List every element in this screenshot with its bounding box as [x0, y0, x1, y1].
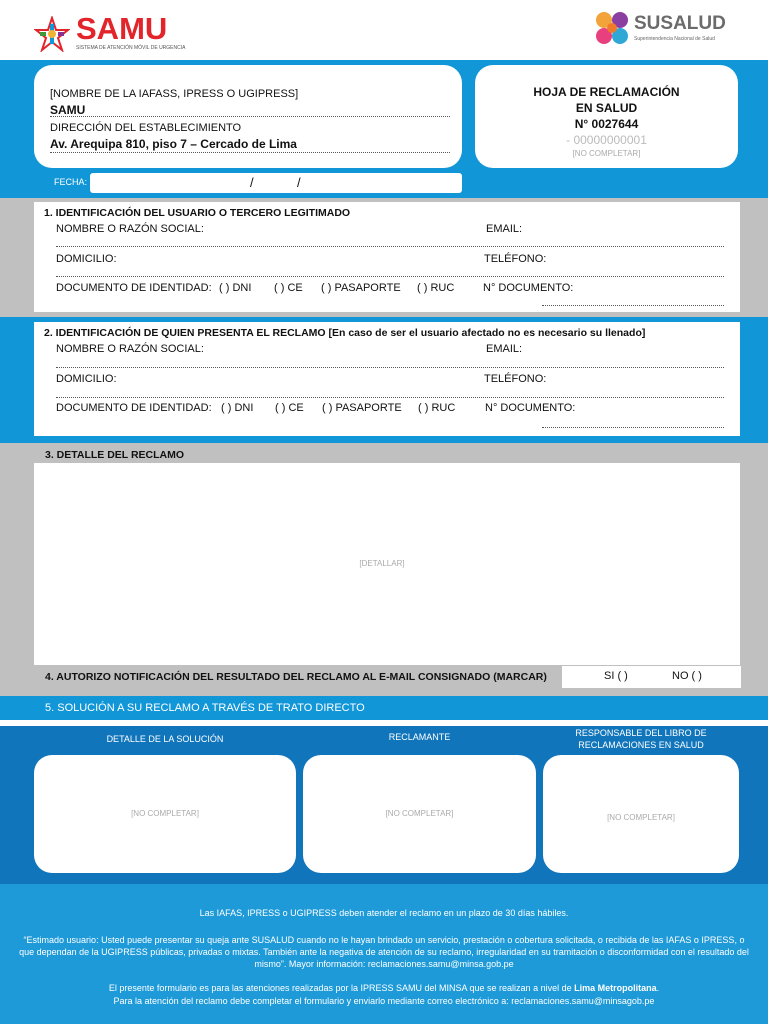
- s2-dni-checkbox[interactable]: ( ) DNI: [221, 402, 254, 414]
- s2-phone-label: TELÉFONO:: [484, 373, 547, 385]
- s2-name-field[interactable]: [56, 356, 724, 368]
- s2-doc-number-field[interactable]: [542, 416, 724, 428]
- samu-logo: [34, 11, 186, 54]
- email-consent-box: [562, 666, 741, 688]
- solution-detail-label: DETALLE DE LA SOLUCIÓN: [106, 734, 224, 744]
- footer-complaint-info: “Estimado usuario: Usted puede presentar su queja ante SUSALUD cuando no le hayan brindado un servicio, prestación o cobertura solicitada, o recibida de las IAFAS o IPRESS, o que dependan de la UGIPRESS públicas, privadas o mixtas. También ante la negativa de atención de su reclamo, irregularidad en su tramitación o disconformidad con el resultado del mismo”. Mayor información: reclamaciones.samu@minsa.gob.pe: [19, 935, 749, 969]
- establishment-name-field[interactable]: [50, 101, 450, 117]
- footer-scope-suffix: .: [656, 983, 660, 993]
- consent-no-checkbox[interactable]: NO ( ): [672, 670, 702, 682]
- s2-address-field[interactable]: [56, 386, 724, 398]
- section5-band: [0, 726, 768, 884]
- s2-pasaporte-checkbox[interactable]: ( ) PASAPORTE: [322, 402, 402, 414]
- complaint-detail-field[interactable]: [34, 463, 740, 665]
- s1-name-label: NOMBRE O RAZÓN SOCIAL:: [56, 223, 204, 235]
- establishment-address-field[interactable]: [50, 135, 450, 153]
- sheet-code-note: [NO COMPLETAR]: [572, 149, 641, 158]
- establishment-name-value: SAMU: [50, 103, 86, 117]
- sheet-title-line2: EN SALUD: [575, 101, 638, 115]
- solution-detail-field[interactable]: [34, 755, 296, 873]
- s1-pasaporte-checkbox[interactable]: ( ) PASAPORTE: [321, 282, 401, 294]
- claimant-field[interactable]: [303, 755, 536, 873]
- claimant-placeholder: [NO COMPLETAR]: [385, 809, 454, 818]
- establishment-name-label: [NOMBRE DE LA IAFASS, IPRESS O UGIPRESS]: [50, 88, 299, 100]
- book-manager-placeholder: [NO COMPLETAR]: [607, 813, 675, 822]
- section2-title: 2. IDENTIFICACIÓN DE QUIEN PRESENTA EL RECLAMO [En caso de ser el usuario afectado no es necesario su llenado]: [44, 327, 646, 339]
- footer: [0, 884, 768, 1024]
- sheet-number: N° 0027644: [574, 117, 639, 131]
- sheet-code: - 00000000001: [566, 133, 647, 147]
- s1-doc-number-label: N° DOCUMENTO:: [483, 282, 574, 294]
- s2-name-label: NOMBRE O RAZÓN SOCIAL:: [56, 343, 204, 355]
- date-separator-1: /: [250, 175, 254, 190]
- section2-box: [34, 322, 740, 436]
- susalud-logo-subtitle: Superintendencia Nacional de Salud: [634, 36, 715, 42]
- claimant-label: RECLAMANTE: [388, 732, 451, 742]
- sheet-title-line1: HOJA DE RECLAMACIÓN: [533, 85, 680, 99]
- establishment-box: [34, 65, 462, 168]
- s1-name-field[interactable]: [56, 235, 724, 247]
- footer-scope-note: [0, 983, 768, 993]
- footer-email-instruction: Para la atención del reclamo debe completar el formulario y enviarlo mediante correo electrónico a: reclamaciones.samu@minsagob.pe: [113, 996, 655, 1006]
- s1-email-label: EMAIL:: [486, 223, 523, 235]
- s2-ce-checkbox[interactable]: ( ) CE: [275, 402, 304, 414]
- section3-title: 3. DETALLE DEL RECLAMO: [45, 449, 185, 461]
- s2-email-label: EMAIL:: [486, 343, 523, 355]
- s2-doc-label: DOCUMENTO DE IDENTIDAD:: [56, 402, 212, 414]
- sheet-box: [475, 65, 738, 168]
- solution-detail-placeholder: [NO COMPLETAR]: [131, 809, 199, 818]
- footer-deadline-note: Las IAFAS, IPRESS o UGIPRESS deben atender el reclamo en un plazo de 30 días hábiles.: [199, 908, 569, 918]
- samu-star-icon: [34, 16, 70, 52]
- header: [0, 0, 768, 60]
- date-field[interactable]: [90, 173, 462, 193]
- establishment-address-value: Av. Arequipa 810, piso 7 – Cercado de Lima: [50, 137, 297, 151]
- samu-logo-subtitle: SISTEMA DE ATENCIÓN MÓVIL DE URGENCIA: [76, 45, 186, 51]
- section1-box: [34, 202, 740, 312]
- s1-ruc-checkbox[interactable]: ( ) RUC: [417, 282, 455, 294]
- s1-address-field[interactable]: [56, 265, 724, 277]
- complaint-detail-placeholder: [DETALLAR]: [359, 559, 405, 568]
- s1-ce-checkbox[interactable]: ( ) CE: [274, 282, 303, 294]
- s1-phone-label: TELÉFONO:: [484, 253, 547, 265]
- section5-title-bar: [0, 696, 768, 720]
- s1-doc-label: DOCUMENTO DE IDENTIDAD:: [56, 282, 212, 294]
- section1-band: [0, 198, 768, 317]
- section5-title: 5. SOLUCIÓN A SU RECLAMO A TRAVÉS DE TRATO DIRECTO: [45, 702, 365, 714]
- book-manager-field[interactable]: [543, 755, 739, 873]
- s1-doc-number-field[interactable]: [542, 294, 724, 306]
- samu-logo-text: SAMU: [76, 11, 168, 46]
- consent-si-checkbox[interactable]: SI ( ): [604, 670, 628, 682]
- s2-doc-number-label: N° DOCUMENTO:: [485, 402, 576, 414]
- section2-band: [0, 317, 768, 443]
- top-band: [0, 60, 768, 198]
- s1-address-label: DOMICILIO:: [56, 253, 117, 265]
- section3-band: [0, 443, 768, 696]
- establishment-address-label: DIRECCIÓN DEL ESTABLECIMIENTO: [50, 122, 242, 134]
- section1-title: 1. IDENTIFICACIÓN DEL USUARIO O TERCERO LEGITIMADO: [44, 207, 351, 219]
- s2-ruc-checkbox[interactable]: ( ) RUC: [418, 402, 456, 414]
- susalud-logo: [594, 10, 734, 50]
- footer-scope-prefix: El presente formulario es para las atenciones realizadas por la IPRESS SAMU del MINSA que se realizan a nivel de: [108, 983, 575, 993]
- section4-title: 4. AUTORIZO NOTIFICACIÓN DEL RESULTADO DEL RECLAMO AL E-MAIL CONSIGNADO (MARCAR): [45, 671, 547, 683]
- footer-scope-bold: Lima Metropolitana: [574, 983, 657, 993]
- susalud-flower-icon: [594, 10, 632, 48]
- book-manager-label: RESPONSABLE DEL LIBRO DE RECLAMACIONES EN SALUD: [575, 728, 707, 750]
- s1-dni-checkbox[interactable]: ( ) DNI: [219, 282, 252, 294]
- s2-address-label: DOMICILIO:: [56, 373, 117, 385]
- date-label: FECHA:: [54, 177, 88, 187]
- susalud-logo-text: SUSALUD: [634, 13, 726, 34]
- date-separator-2: /: [297, 175, 301, 190]
